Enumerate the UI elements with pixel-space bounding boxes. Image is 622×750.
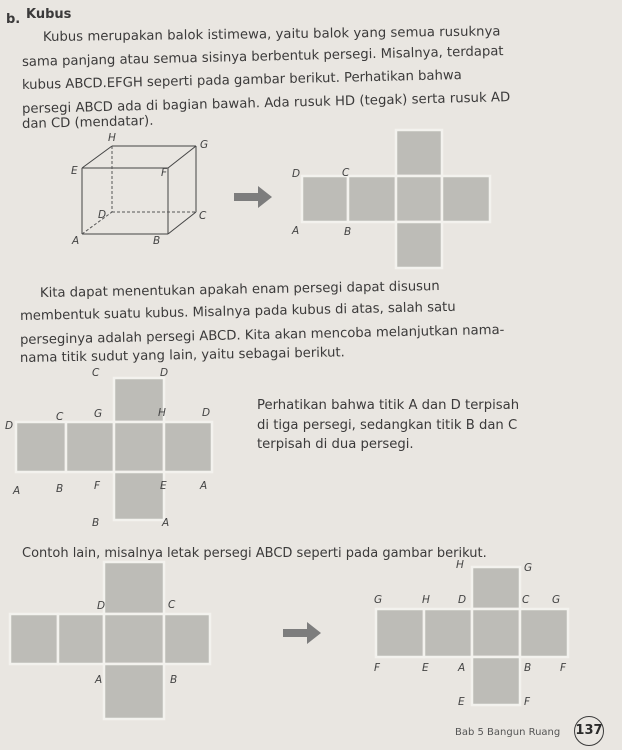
net3-label-C: C (168, 599, 176, 611)
net4-label-r2-B: B (524, 662, 532, 674)
net2-label-r2-A: A (13, 485, 21, 497)
intro-line-2: sama panjang atau semua sisinya berbentuk persegi. Misalnya, terdapat (21, 44, 504, 70)
cube-label-C: C (199, 210, 207, 222)
net3-label-B: B (170, 674, 178, 686)
side-note-line-1: Perhatikan bahwa titik A dan D terpisah (257, 398, 520, 413)
side-note-line-2: di tiga persegi, sedangkan titik B dan C (257, 418, 518, 433)
net2-label-top-C: C (92, 367, 100, 379)
net4-label-r1-G: G (374, 594, 383, 606)
para2-line-2: membentuk suatu kubus. Misalnya pada kubus di atas, salah satu (19, 299, 456, 324)
net4-label-r1-D: D (458, 594, 467, 606)
side-note-line-3: terpisah di dua persegi. (257, 437, 414, 452)
cube-net-4 (372, 557, 587, 717)
net4-label-top-H: H (456, 559, 464, 571)
cube-label-E: E (71, 165, 78, 177)
net4-label-bot-E: E (458, 696, 465, 708)
net2-label-r1-C: C (56, 411, 64, 423)
net4-label-r1-H: H (422, 594, 430, 606)
net1-label-B: B (344, 226, 352, 238)
net1-label-D: D (292, 168, 301, 180)
cube-label-H: H (108, 132, 116, 144)
net4-label-r2-F2: F (560, 662, 567, 674)
net4-label-r2-A: A (458, 662, 466, 674)
intro-line-5: dan CD (mendatar). (21, 113, 154, 132)
net1-label-A: A (292, 225, 300, 237)
net4-label-r2-F: F (374, 662, 381, 674)
net3-label-D: D (97, 600, 106, 612)
intro-line-4: persegi ABCD ada di bagian bawah. Ada rusuk HD (tegak) serta rusuk AD (21, 90, 511, 117)
net2-label-r1-D2: D (202, 407, 211, 419)
net2-label-r2-E: E (160, 480, 167, 492)
net2-label-r1-D: D (5, 420, 14, 432)
cube-net-1 (292, 128, 500, 273)
para2-line-1: Kita dapat menentukan apakah enam persegi dapat disusun (39, 279, 440, 301)
section-title: Kubus (26, 7, 72, 22)
net2-label-top-D: D (160, 367, 169, 379)
chapter-footer: Bab 5 Bangun Ruang (455, 727, 561, 738)
cube-net-2 (5, 366, 218, 531)
intro-line-1: Kubus merupakan balok istimewa, yaitu balok yang semua rusuknya (42, 24, 501, 45)
net2-label-bot-B: B (92, 517, 100, 529)
cube-label-A: A (72, 235, 80, 247)
cube-diagram (68, 132, 218, 248)
cube-net-3 (8, 558, 223, 723)
net4-label-r1-G2: G (552, 594, 561, 606)
cube-label-B: B (153, 235, 161, 247)
net3-label-A: A (95, 674, 103, 686)
para2-line-4: nama titik sudut yang lain, yaitu sebagai berikut. (19, 345, 345, 366)
net4-label-bot-F: F (524, 696, 531, 708)
intro-line-3: kubus ABCD.EFGH seperti pada gambar berikut. Perhatikan bahwa (21, 68, 462, 93)
cube-label-F: F (161, 167, 168, 179)
cube-label-D: D (98, 209, 107, 221)
section-marker: b. (6, 12, 21, 27)
arrow-right-icon (283, 622, 323, 644)
net4-label-top-G: G (524, 562, 533, 574)
page-number: 137 (574, 716, 604, 746)
arrow-right-icon (234, 186, 274, 208)
net2-label-bot-A: A (162, 517, 170, 529)
para3-line: Contoh lain, misalnya letak persegi ABCD seperti pada gambar berikut. (22, 546, 487, 561)
net2-label-r1-H: H (158, 407, 166, 419)
net2-label-r2-B: B (56, 483, 64, 495)
cube-label-G: G (200, 139, 209, 151)
net4-label-r2-E: E (422, 662, 429, 674)
net2-label-r1-G: G (94, 408, 103, 420)
net4-label-r1-C: C (522, 594, 530, 606)
net2-label-r2-F: F (94, 480, 101, 492)
net2-label-r2-A2: A (200, 480, 208, 492)
net1-label-C: C (342, 167, 350, 179)
para2-line-3: perseginya adalah persegi ABCD. Kita akan mencoba melanjutkan nama- (19, 322, 505, 348)
